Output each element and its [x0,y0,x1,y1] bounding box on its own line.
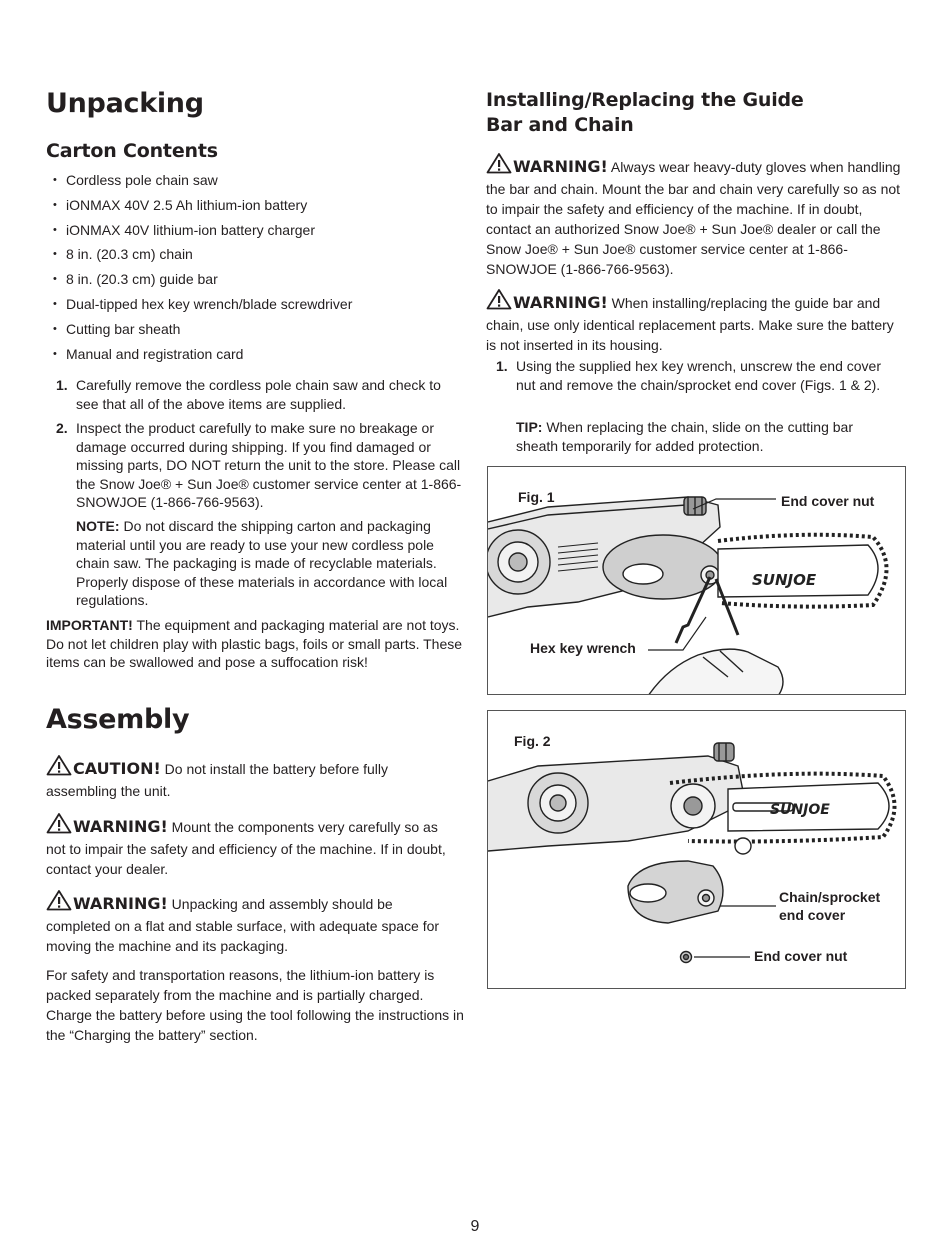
warning-triangle-icon [46,889,72,916]
important-paragraph [46,616,464,672]
unpacking-title: Unpacking [46,88,204,119]
guide-bar-step-1 [496,357,886,394]
chain-sprocket-end-cover-callout [779,888,880,924]
warning-head: WARNING! [513,157,608,176]
carton-contents-heading: Carton Contents [46,140,218,162]
figure-2-label: Fig. 2 [514,733,551,749]
callout-line-2: end cover [779,907,846,923]
important-label: IMPORTANT! [46,617,133,633]
step-text: Inspect the product carefully to make sure no breakage or damage occurred during shipping. If you find damaged or missing parts, DO NOT return the unit to the store. Please call the Snow Joe® + Sun Joe® customer service center at 1-866-SNOWJOE (1-866-766-9563). [76,420,462,510]
step-text: Using the supplied hex key wrench, unscrew the end cover nut and remove the chain/sprocket end cover (Figs. 1 & 2). [516,358,881,393]
tip-text: When replacing the chain, slide on the cutting bar sheath temporarily for added protection. [516,419,853,454]
warning-head: WARNING! [73,894,168,913]
step-number: 2. [56,420,68,436]
list-item: • iONMAX 40V lithium-ion battery charger [46,220,466,245]
assembly-warning-2 [46,889,458,956]
warning-text: When installing/replacing the guide bar and chain, use only identical replacement parts. Make sure the battery is not inserted in its housing. [486,295,894,353]
list-item: • Dual-tipped hex key wrench/blade screwdriver [46,294,466,319]
carton-contents-list [46,170,466,368]
list-item: • 8 in. (20.3 cm) guide bar [46,269,466,294]
end-cover-nut-callout: End cover nut [754,948,848,964]
assembly-title: Assembly [46,704,190,735]
warning-triangle-icon [486,288,512,315]
step-number: 1. [496,358,508,374]
unpack-step-2 [56,419,466,512]
note-label: NOTE: [76,518,120,534]
warning-head: WARNING! [73,817,168,836]
fig1-brand-text: SUNJOE [752,571,817,589]
important-text: The equipment and packaging material are not toys. Do not let children play with plastic bags, foils or small parts. These items can be swallowed and pose a suffocation risk! [46,617,463,670]
warning-head: WARNING! [513,293,608,312]
assembly-warning-1 [46,812,458,879]
warning-text: Unpacking and assembly should be completed on a flat and stable surface, with adequate space for moving the machine and its packaging. [46,896,440,954]
warning-text: Always wear heavy-duty gloves when handling the bar and chain. Mount the bar and chain very carefully so as not to impair the safety and efficiency of the machine. If in doubt, contact an authorized Snow Joe® + Sun Joe® dealer or call the Snow Joe® + Sun Joe® customer service center at 1-866-SNOWJOE (1-866-766-9563). [486,159,901,277]
hex-key-wrench-callout: Hex key wrench [530,640,636,656]
guide-bar-warning-1 [486,152,906,279]
list-item: • Manual and registration card [46,344,466,369]
step-text: Carefully remove the cordless pole chain saw and check to see that all of the above items are supplied. [76,377,441,412]
warning-triangle-icon [46,754,72,781]
list-item: • Cutting bar sheath [46,319,466,344]
fig2-brand-text: SUNJOE [770,802,830,818]
caution-block [46,754,426,801]
list-item: • 8 in. (20.3 cm) chain [46,244,466,269]
guide-bar-warning-2 [486,288,906,355]
warning-triangle-icon [486,152,512,179]
step-number: 1. [56,377,68,393]
warning-triangle-icon [46,812,72,839]
tip-paragraph [516,418,896,455]
note-paragraph [76,517,468,610]
callout-line-1: Chain/sprocket [779,889,881,905]
tip-label: TIP: [516,419,543,435]
figure-1-label: Fig. 1 [518,489,555,505]
note-text: Do not discard the shipping carton and packaging material until you are ready to use your new cordless pole chain saw. The packaging is made of recyclable materials. Properly dispose of these materials in accordance with local regulations. [76,518,448,608]
battery-safety-paragraph: For safety and transportation reasons, the lithium-ion battery is packed separately from the machine and is partially charged. Charge the battery before using the tool following the instructions in the “Charging the battery” section. [46,967,464,1043]
page-number: 9 [470,1218,480,1235]
guide-bar-title: Installing/Replacing the Guide Bar and Chain [486,89,804,136]
caution-head: CAUTION! [73,759,161,778]
warning-text: Mount the components very carefully so as not to impair the safety and efficiency of the machine. If in doubt, contact your dealer. [46,819,446,877]
unpack-step-1 [56,376,466,413]
list-item: • Cordless pole chain saw [46,170,466,195]
figure-2 [487,710,906,989]
list-item: • iONMAX 40V 2.5 Ah lithium-ion battery [46,195,466,220]
caution-text: Do not install the battery before fully assembling the unit. [46,761,389,799]
figure-1 [487,466,906,695]
end-cover-nut-callout: End cover nut [781,493,875,509]
